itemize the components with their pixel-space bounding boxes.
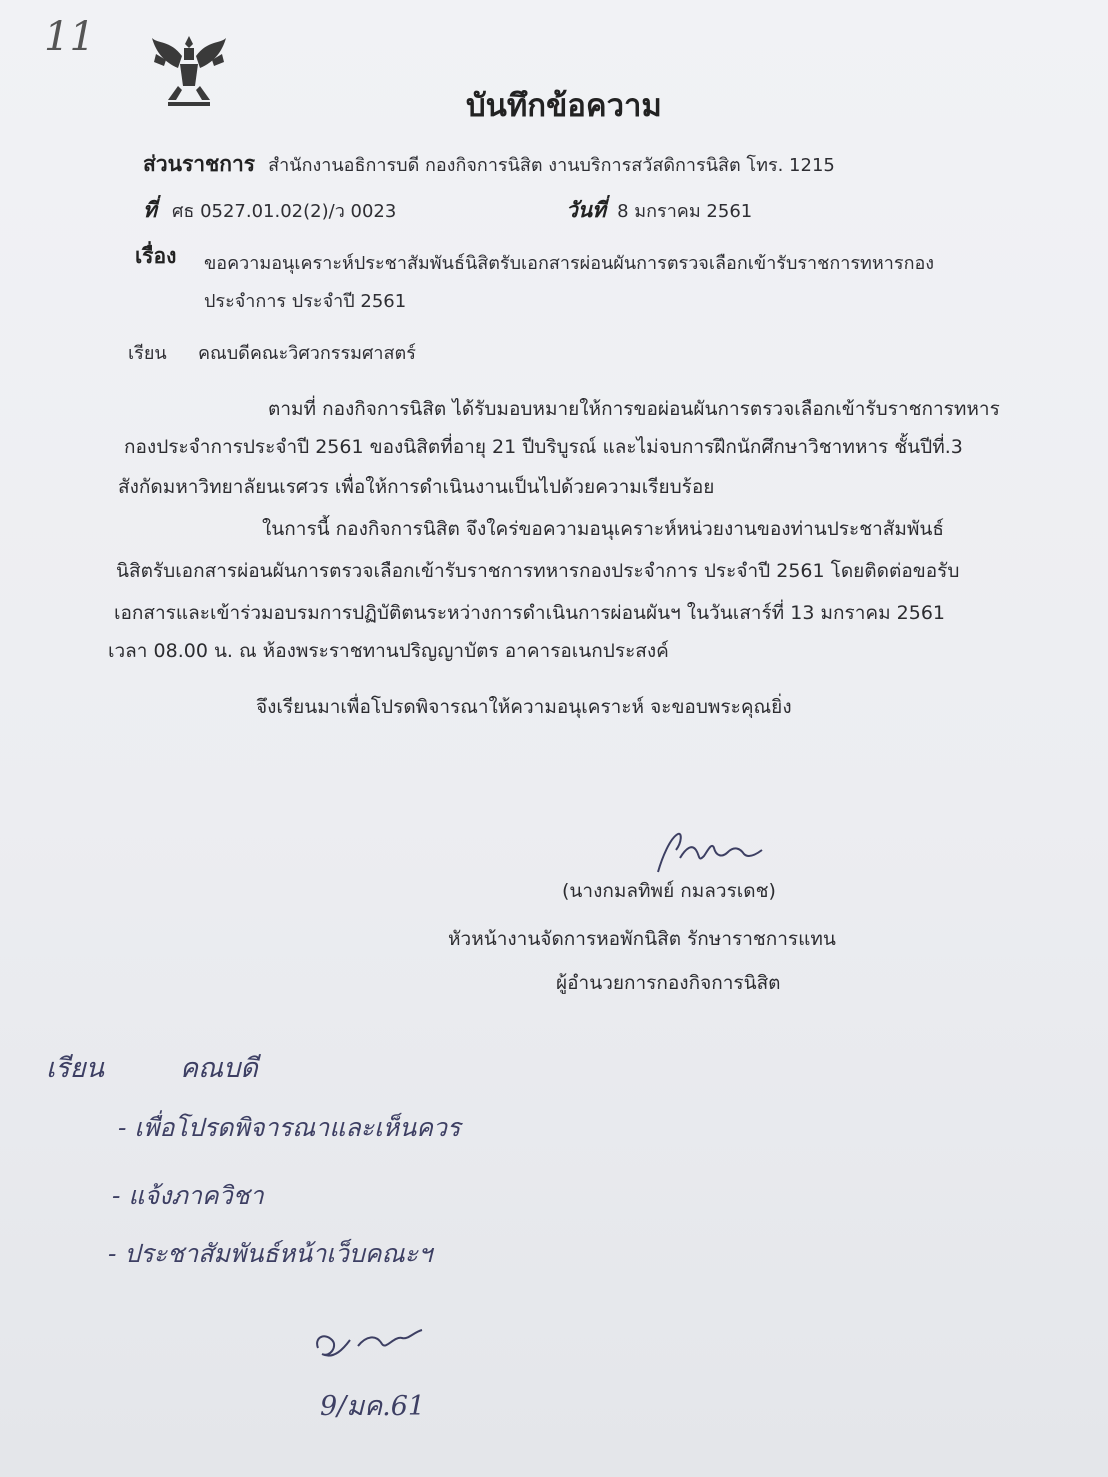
date-label: วันที่ (566, 198, 606, 222)
body-line: สังกัดมหาวิทยาลัยนเรศวร เพื่อให้การดำเนินงานเป็นไปด้วยความเรียบร้อย (118, 476, 715, 498)
signer-title-1: หัวหน้างานจัดการหอพักนิสิต รักษาราชการแทน (448, 928, 836, 950)
subject-line-1: ขอความอนุเคราะห์ประชาสัมพันธ์นิสิตรับเอกสารผ่อนผันการตรวจเลือกเข้ารับราชการทหารกอง (204, 253, 935, 274)
handwritten-note-addressee: เรียน (46, 1053, 105, 1084)
handwritten-initials (310, 1318, 430, 1366)
reference-row (143, 194, 396, 227)
body-line: เอกสารและเข้าร่วมอบรมการปฏิบัติตนระหว่างการดำเนินการผ่อนผันฯ ในวันเสาร์ที่ 13 มกราคม 2561 (114, 602, 945, 624)
handwritten-note-item: - เพื่อโปรดพิจารณาและเห็นควร (118, 1113, 461, 1142)
date-row (566, 194, 752, 227)
handwritten-note-item: - แจ้งภาควิชา (112, 1181, 264, 1210)
page-number: 11 (44, 14, 95, 60)
body-line: กองประจำการประจำปี 2561 ของนิสิตที่อายุ 21 ปีบริบูรณ์ และไม่จบการฝึกนักศึกษาวิชาทหาร ชั้นปีที่.3 (124, 436, 963, 458)
date-value: 8 มกราคม 2561 (617, 201, 753, 222)
addressee-value: คณบดีคณะวิศวกรรมศาสตร์ (198, 343, 416, 364)
signer-title-2: ผู้อำนวยการกองกิจการนิสิต (556, 972, 781, 994)
department-row (143, 148, 835, 181)
closing-line: จึงเรียนมาเพื่อโปรดพิจารณาให้ความอนุเคราะห์ จะขอบพระคุณยิ่ง (256, 696, 792, 718)
addressee-label: เรียน (128, 343, 167, 364)
body-line: ตามที่ กองกิจการนิสิต ได้รับมอบหมายให้การขอผ่อนผันการตรวจเลือกเข้ารับราชการทหาร (268, 398, 1000, 420)
reference-label: ที่ (143, 198, 157, 222)
memo-title: บันทึกข้อความ (466, 88, 662, 124)
body-line: เวลา 08.00 น. ณ ห้องพระราชทานปริญญาบัตร อาคารอเนกประสงค์ (108, 640, 669, 662)
handwritten-date: 9/มค.61 (320, 1391, 426, 1422)
subject-line-2: ประจำการ ประจำปี 2561 (204, 291, 407, 312)
garuda-emblem (148, 30, 230, 110)
handwritten-note-dean: คณบดี (180, 1053, 258, 1084)
signer-name: (นางกมลทิพย์ กมลวรเดช) (562, 880, 776, 902)
reference-value: ศธ 0527.01.02(2)/ว 0023 (171, 201, 397, 222)
department-value: สำนักงานอธิการบดี กองกิจการนิสิต งานบริการสวัสดิการนิสิต โทร. 1215 (268, 155, 835, 176)
handwritten-signature (652, 828, 772, 878)
handwritten-note-item: - ประชาสัมพันธ์หน้าเว็บคณะฯ (108, 1239, 433, 1268)
body-line: นิสิตรับเอกสารผ่อนผันการตรวจเลือกเข้ารับราชการทหารกองประจำการ ประจำปี 2561 โดยติดต่อขอรับ (116, 560, 960, 582)
body-line: ในการนี้ กองกิจการนิสิต จึงใคร่ขอความอนุเคราะห์หน่วยงานของท่านประชาสัมพันธ์ (262, 518, 944, 540)
department-label: ส่วนราชการ (143, 152, 256, 176)
subject-label: เรื่อง (135, 244, 177, 268)
